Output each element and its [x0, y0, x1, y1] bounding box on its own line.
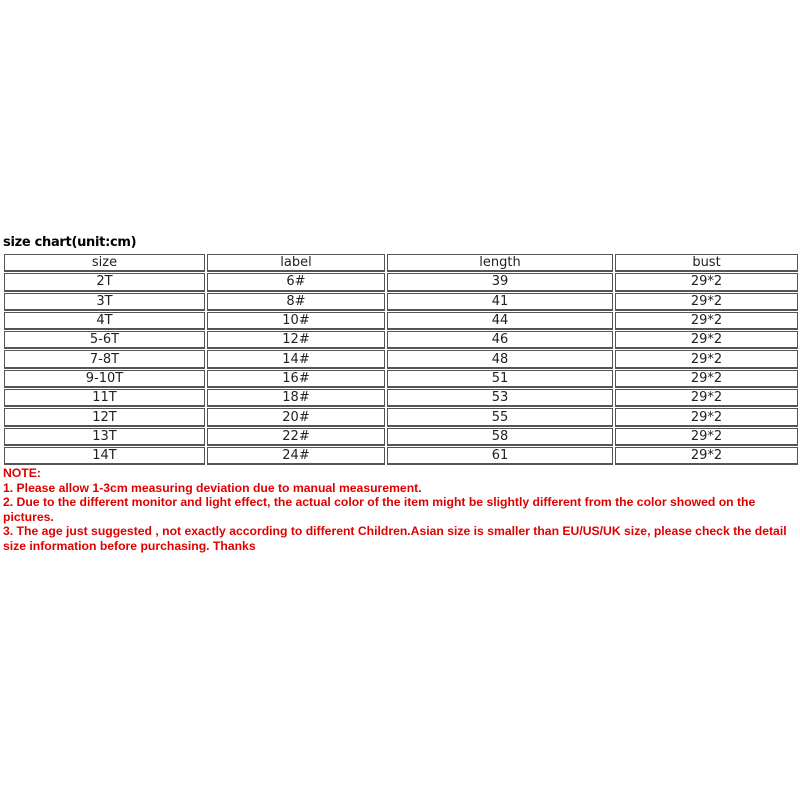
- bust-cell: 29*2: [615, 293, 798, 311]
- table-row: [4, 408, 798, 426]
- table-header-row: [4, 254, 798, 272]
- table-row: [4, 273, 798, 291]
- label-cell: 18#: [207, 389, 385, 407]
- size-cell: 3T: [4, 293, 205, 311]
- size-cell: 2T: [4, 273, 205, 291]
- length-cell: 55: [387, 408, 613, 426]
- table-row: [4, 428, 798, 446]
- bust-cell: 29*2: [615, 273, 798, 291]
- size-cell: size: [4, 254, 205, 272]
- length-cell: 53: [387, 389, 613, 407]
- label-cell: 6#: [207, 273, 385, 291]
- length-cell: 46: [387, 331, 613, 349]
- bust-cell: 29*2: [615, 312, 798, 330]
- table-row: [4, 331, 798, 349]
- label-cell: label: [207, 254, 385, 272]
- note-item: 1. Please allow 1-3cm measuring deviation due to manual measurement.: [3, 480, 422, 495]
- size-cell: 14T: [4, 447, 205, 465]
- table-row: [4, 312, 798, 330]
- size-cell: 11T: [4, 389, 205, 407]
- bust-cell: 29*2: [615, 428, 798, 446]
- label-cell: 22#: [207, 428, 385, 446]
- label-cell: 14#: [207, 350, 385, 368]
- label-cell: 10#: [207, 312, 385, 330]
- bust-cell: 29*2: [615, 408, 798, 426]
- table-row: [4, 293, 798, 311]
- label-cell: 16#: [207, 370, 385, 388]
- size-chart-title: size chart(unit:cm): [3, 235, 137, 250]
- notes-heading: NOTE:: [3, 466, 41, 480]
- length-cell: 41: [387, 293, 613, 311]
- length-cell: 39: [387, 273, 613, 291]
- note-item: 3. The age just suggested , not exactly according to different Children.Asian size is smaller than EU/US/UK size, please check the detail size information before purchasing. Thanks: [3, 524, 787, 553]
- size-cell: 12T: [4, 408, 205, 426]
- length-cell: 44: [387, 312, 613, 330]
- size-chart-table: [2, 253, 800, 466]
- bust-cell: 29*2: [615, 447, 798, 465]
- size-cell: 7-8T: [4, 350, 205, 368]
- table-row: [4, 447, 798, 465]
- size-cell: 4T: [4, 312, 205, 330]
- table-row: [4, 389, 798, 407]
- label-cell: 12#: [207, 331, 385, 349]
- size-cell: 5-6T: [4, 331, 205, 349]
- bust-cell: 29*2: [615, 331, 798, 349]
- bust-cell: bust: [615, 254, 798, 272]
- bust-cell: 29*2: [615, 370, 798, 388]
- table-row: [4, 370, 798, 388]
- length-cell: 51: [387, 370, 613, 388]
- bust-cell: 29*2: [615, 350, 798, 368]
- bust-cell: 29*2: [615, 389, 798, 407]
- length-cell: 61: [387, 447, 613, 465]
- label-cell: 24#: [207, 447, 385, 465]
- length-cell: 58: [387, 428, 613, 446]
- size-cell: 9-10T: [4, 370, 205, 388]
- table-row: [4, 350, 798, 368]
- length-cell: 48: [387, 350, 613, 368]
- note-item: 2. Due to the different monitor and light effect, the actual color of the item might be slightly different from the color showed on the pictures.: [3, 495, 756, 524]
- notes: [3, 466, 798, 554]
- size-cell: 13T: [4, 428, 205, 446]
- label-cell: 20#: [207, 408, 385, 426]
- label-cell: 8#: [207, 293, 385, 311]
- length-cell: length: [387, 254, 613, 272]
